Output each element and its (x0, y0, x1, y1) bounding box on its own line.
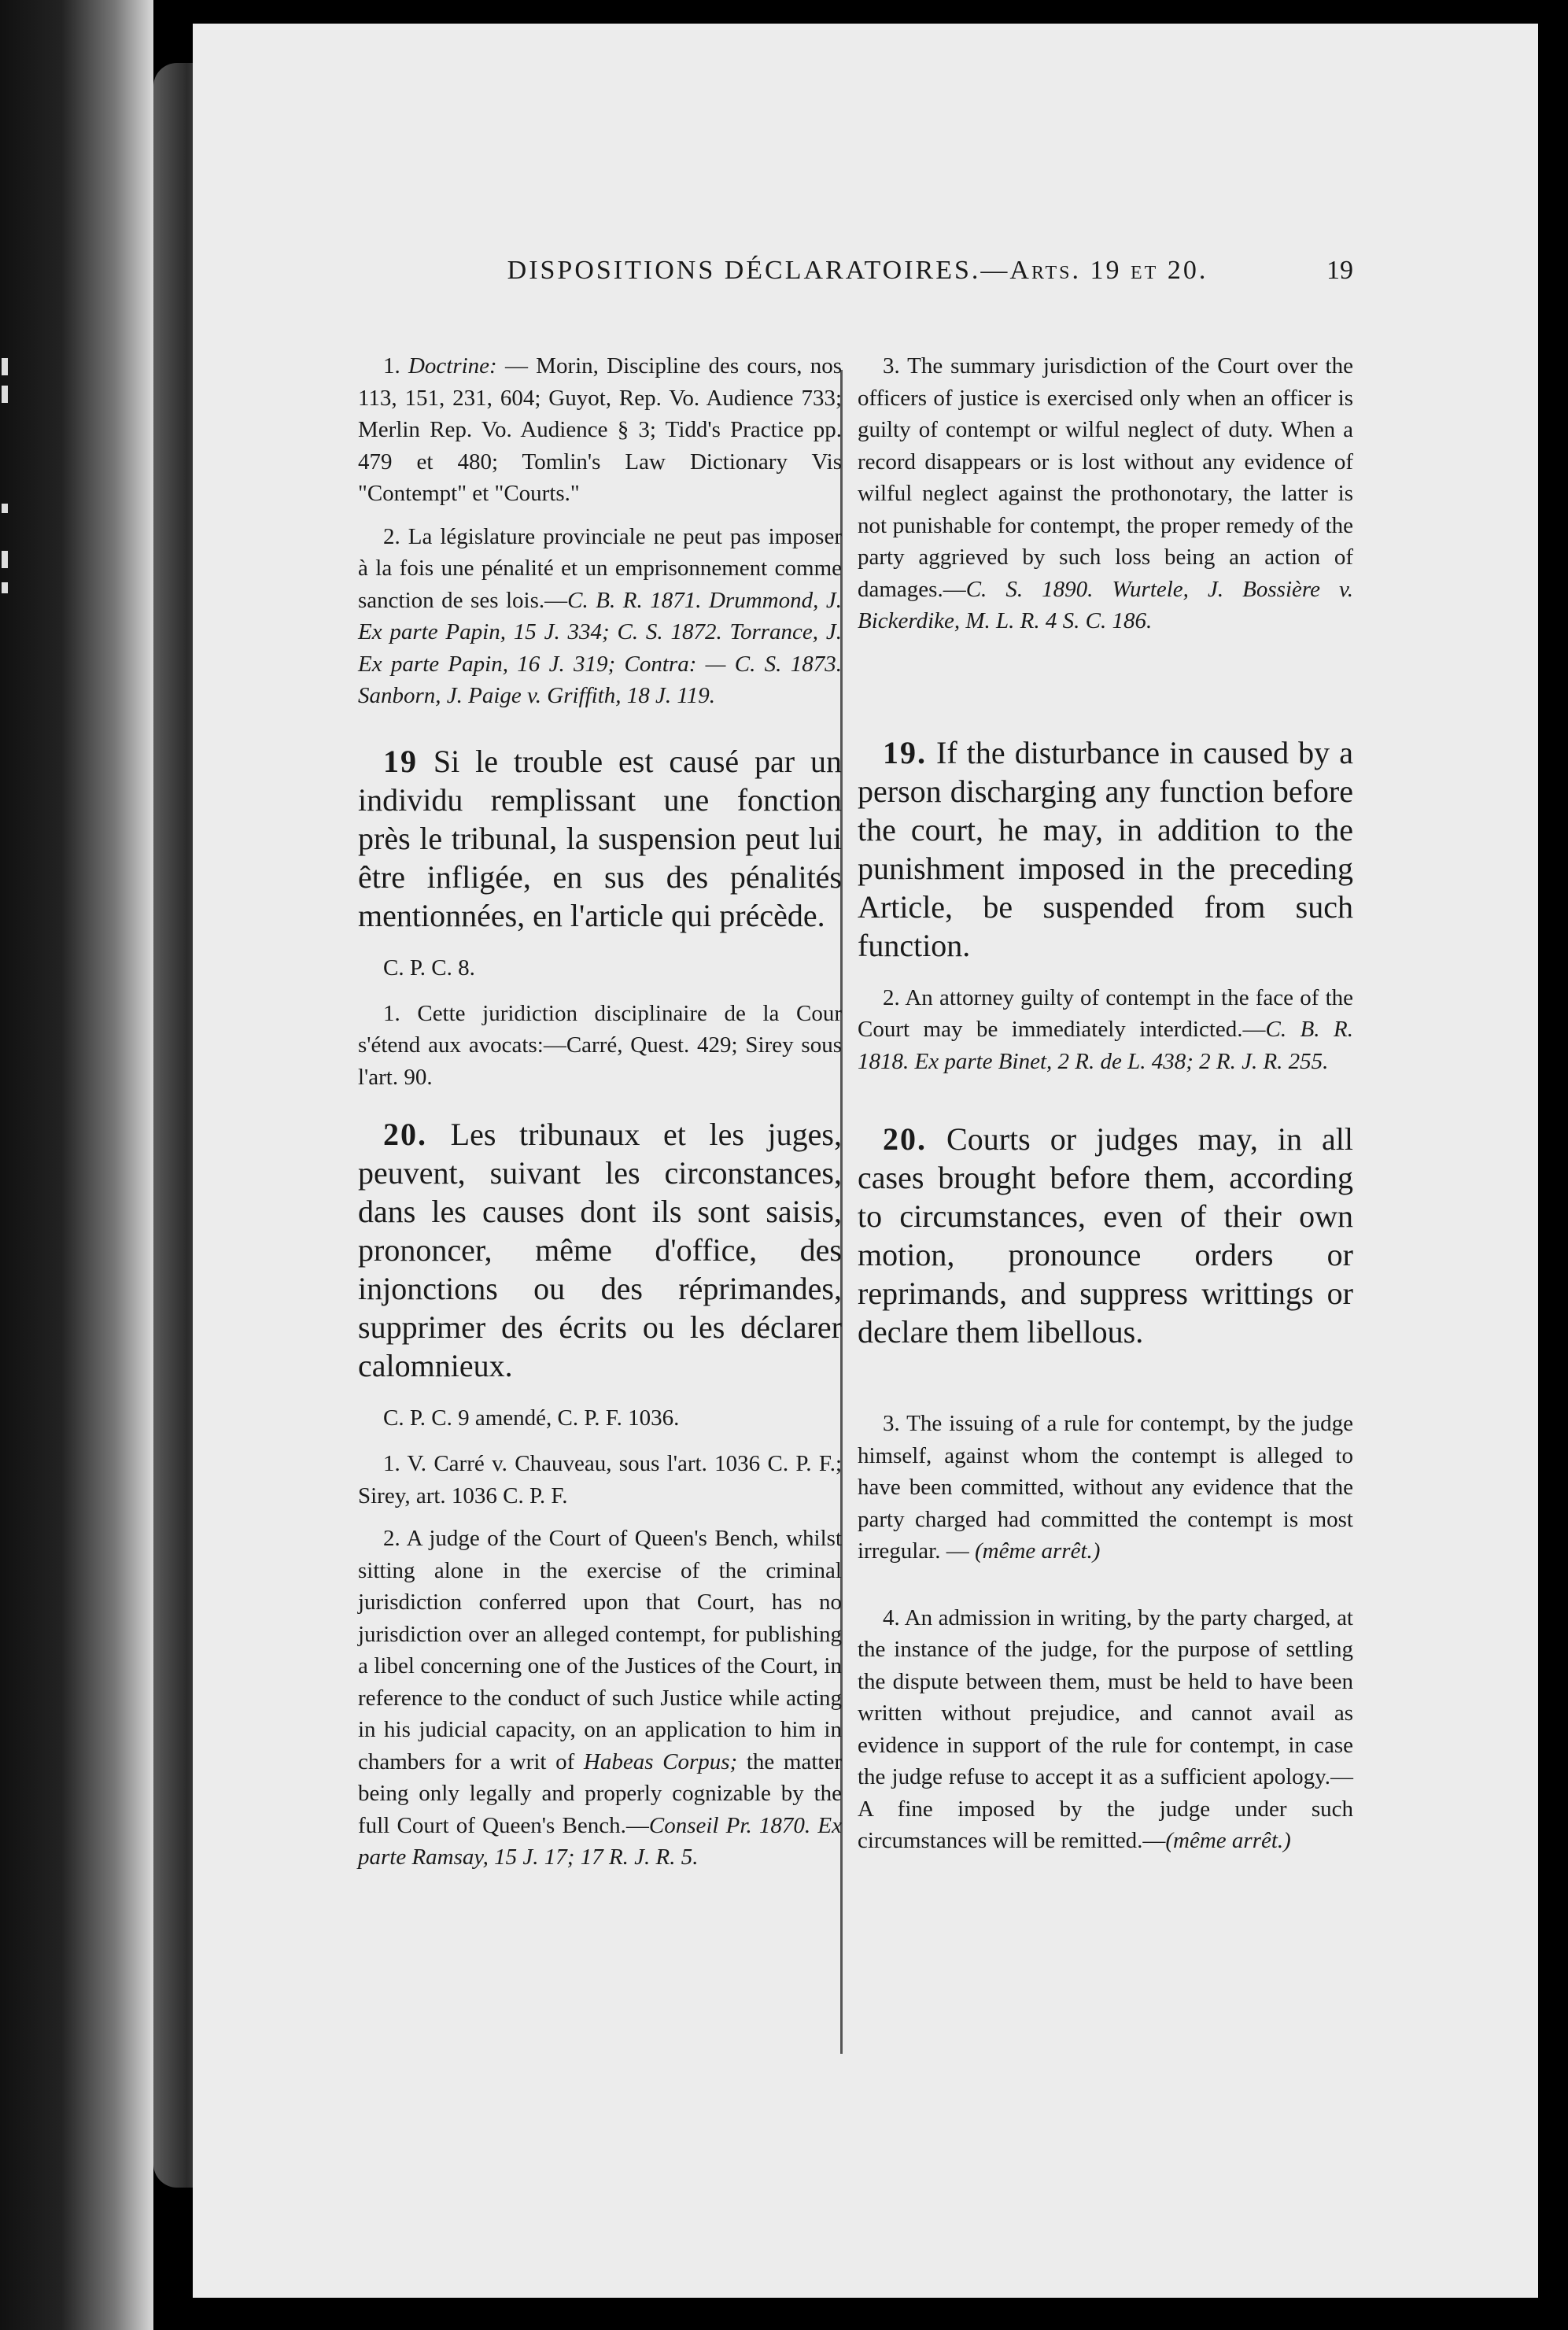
source-20-fr: C. P. C. 9 amendé, C. P. F. 1036. (383, 1405, 680, 1431)
article-20-fr: 20. Les tribunaux et les juges, peuvent, suivant les circonstances, dans les causes dont ils sont saisis, prononcer, même d'office, des injonctions ou des réprimandes, supprimer des écrits ou les déclarer calomnieux. (358, 1117, 842, 1383)
running-title: DISPOSITIONS DÉCLARATOIRES.—Arts. 19 et 20. (507, 256, 1208, 285)
note-legislature: 2. La législature provinciale ne peut pas imposer à la fois une pénalité et un emprisonnement comme sanction de ses lois.—C. B. R. 1871. Drummond, J. Ex parte Papin, 15 J. 334; C. S. 1872. Torrance, J. Ex parte Papin, 16 J. 319; Contra: — C. S. 1873. Sanborn, J. Paige v. Griffith, 18 J. 119. (358, 523, 842, 708)
note-20-4-en: 4. An admission in writing, by the party charged, at the instance of the judge, for the purpose of settling the dispute between them, must be held to have been written without prejudice, and cannot avail as evidence in support of the rule for contempt, in case the judge refuse to accept it as a sufficient apology.—A fine imposed by the judge under such circumstances will be remitted.—(même arrêt.) (858, 1604, 1353, 1853)
article-19-fr: 19 Si le trouble est causé par un individu remplissant une fonction près le tribunal, la suspension peut lui être infligée, en sus des pénalités mentionnées, en l'article qui précède. (358, 743, 842, 933)
french-column (358, 350, 842, 1885)
margin-mark (2, 386, 8, 403)
note-19-1-fr: 1. Cette juridiction disciplinaire de la Cour s'étend aux avocats:—Carré, Quest. 429; Sirey sous l'art. 90. (358, 1000, 842, 1090)
note-20-2-fr: 2. A judge of the Court of Queen's Bench, whilst sitting alone in the exercise of the criminal jurisdiction conferred upon that Court, has no jurisdiction over an alleged contempt, for publishing a libel concerning one of the Justices of the Court, in reference to the conduct of such Justice while acting in his judicial capacity, on an application to him in chambers for a writ of Habeas Corpus; the matter being only legally and properly cognizable by the full Court of Queen's Bench.—Conseil Pr. 1870. Ex parte Ramsay, 15 J. 17; 17 R. J. R. 5. (358, 1526, 842, 1870)
article-19-en: 19. If the disturbance in caused by a person discharging any function before the court, he may, in addition to the punishment imposed in the preceding Article, be suspended from such function. (858, 734, 1353, 963)
page-number: 19 (1326, 256, 1353, 285)
margin-mark (2, 504, 8, 513)
margin-mark (2, 551, 8, 568)
margin-mark (2, 358, 8, 375)
note-doctrine: 1. Doctrine: — Morin, Discipline des cours, nos 113, 151, 231, 604; Guyot, Rep. Vo. Audience 733; Merlin Rep. Vo. Audience § 3; Tidd's Practice pp. 479 et 480; Tomlin's Law Dictionary Vis "Contempt" et "Courts." (358, 353, 842, 506)
margin-mark (2, 582, 8, 593)
note-3-en: 3. The summary jurisdiction of the Court over the officers of justice is exercised only when an officer is guilty of contempt or wilful neglect of duty. When a record disappears or is lost without any evidence of wilful neglect against the prothonotary, the latter is not punishable for contempt, the proper remedy of the party aggrieved by such loss being an action of damages.—C. S. 1890. Wurtele, J. Bossière v. Bickerdike, M. L. R. 4 S. C. 186. (858, 353, 1353, 633)
note-19-2-en: 2. An attorney guilty of contempt in the face of the Court may be immediately interdicted.—C. B. R. 1818. Ex parte Binet, 2 R. de L. 438; 2 R. J. R. 255. (858, 984, 1353, 1074)
note-20-1-fr: 1. V. Carré v. Chauveau, sous l'art. 1036 C. P. F.; Sirey, art. 1036 C. P. F. (358, 1451, 842, 1508)
source-19-fr: C. P. C. 8. (383, 955, 475, 980)
article-20-en: 20. Courts or judges may, in all cases brought before them, according to circumstances, even of their own motion, pronounce orders or reprimands, and suppress writtings or declare them libellous. (858, 1121, 1353, 1350)
english-column (858, 350, 1353, 1868)
facing-page-edge (0, 0, 153, 2330)
running-header (275, 256, 1353, 303)
note-20-3-en: 3. The issuing of a rule for contempt, by the judge himself, against whom the contempt is alleged to have been committed, without any evidence that the party charged had committed the contempt is most irregular. — (même arrêt.) (858, 1411, 1353, 1564)
